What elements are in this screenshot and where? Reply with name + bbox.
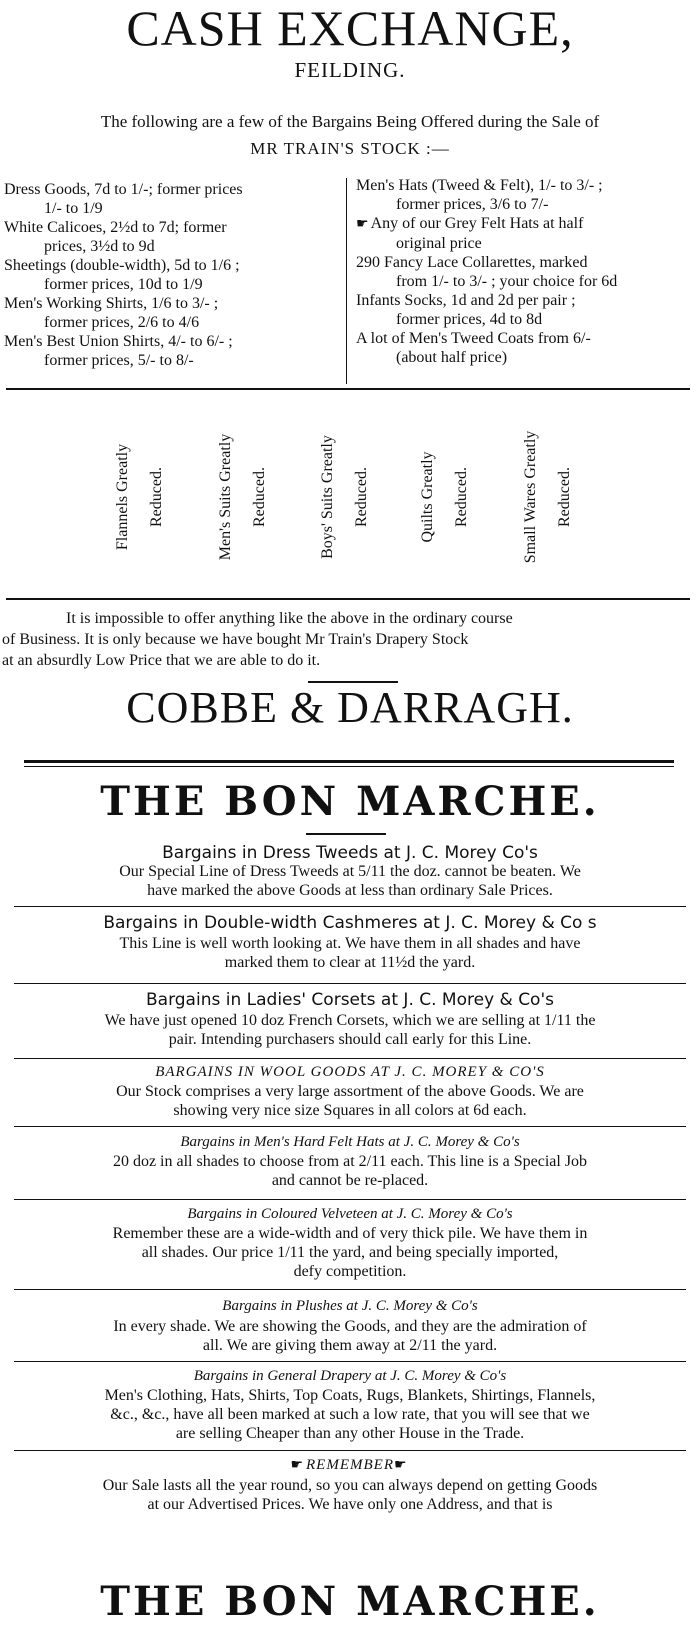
section-body: We have just opened 10 doz French Corsets, which we are selling at 1/11 the pair. Intending purchasers should call early for this Line. [104,1012,596,1048]
section-body: Remember these are a wide-width and of very thick pile. We have them in all shades. Our price 1/11 the yard, and being specially imported, defy competition. [112,1225,588,1280]
right-item: A lot of Men's Tweed Coats from 6/- (about half price) [356,330,591,366]
left-item: White Calicoes, 2½d to 7d; former prices, 3½d to 9d [4,219,227,255]
section-rule [14,906,686,907]
column-divider [346,178,347,384]
section-heading: Bargains in Double-width Cashmeres at J. C. Morey & Co s [103,913,597,933]
section-rule [14,1450,686,1451]
section-body: In every shade. We are showing the Goods, and they are the admiration of all. We are giving them away at 2/11 the yard. [113,1318,587,1354]
section-body: 20 doz in all shades to choose from at 2/11 each. This line is a Special Job and cannot be re-placed. [112,1153,588,1189]
intro-line-1: The following are a few of the Bargains Being Offered during the Sale of [100,112,600,131]
reduced-item: Small Wares Greatly Reduced. [522,430,573,564]
section-rule [14,1058,686,1059]
feilding-subtitle: FEILDING. [294,58,406,82]
section-rule [14,1126,686,1127]
intro-line-2: MR TRAIN'S STOCK :— [250,139,450,158]
left-items-column [4,180,338,370]
right-item: Infants Socks, 1d and 2d per pair ; former prices, 4d to 8d [356,292,576,328]
double-rule-bottom [24,766,674,767]
section-body: Men's Clothing, Hats, Shirts, Top Coats, Rugs, Blankets, Shirtings, Flannels, &c., &c., have all been marked at such a low rate, that you will see that we are selling Cheaper than any other House in the Trade. [104,1387,596,1442]
notice-line-1: It is impossible to offer anything like the above in the ordinary course [66,610,513,627]
pointing-hand-icon: ☛ [290,1457,305,1473]
left-item: Sheetings (double-width), 5d to 1/6 ; former prices, 10d to 1/9 [4,257,240,293]
double-rule-top [24,760,674,763]
remember-heading: ☛ REMEMBER☛ [290,1457,408,1473]
pointing-hand-icon: ☛ [393,1457,408,1473]
section-heading: BARGAINS IN WOOL GOODS AT J. C. MOREY & CO'S [155,1064,545,1080]
bon-marche-footer: THE BON MARCHE. [100,1578,600,1625]
left-item: Men's Working Shirts, 1/6 to 3/- ; former prices, 2/6 to 4/6 [4,295,219,331]
bon-marche-title: THE BON MARCHE. [100,778,600,825]
divider-rule [6,388,690,390]
section-heading: Bargains in General Drapery at J. C. Morey & Co's [193,1368,507,1384]
section-body: Our Special Line of Dress Tweeds at 5/11 the doz. cannot be beaten. We have marked the above Goods at less than ordinary Sale Prices. [119,863,581,899]
pointing-hand-icon: ☛ [356,216,369,232]
section-heading: Bargains in Dress Tweeds at J. C. Morey Co's [162,843,538,863]
section-rule [14,1289,686,1290]
left-item: Dress Goods, 7d to 1/-; former prices 1/- to 1/9 [4,181,243,217]
right-items-column [356,176,696,367]
section-heading: Bargains in Men's Hard Felt Hats at J. C. Morey & Co's [180,1134,520,1150]
section-rule [14,1199,686,1200]
reduced-item: Men's Suits Greatly Reduced. [217,433,268,561]
right-item: ☛ Any of our Grey Felt Hats at half original price [356,215,584,252]
section-body: This Line is well worth looking at. We have them in all shades and have marked them to clear at 11½d the yard. [119,935,581,971]
section-rule [14,983,686,984]
section-body: Our Stock comprises a very large assortment of the above Goods. We are showing very nice size Squares in all colors at 6d each. [116,1083,584,1119]
remember-body: Our Sale lasts all the year round, so you can always depend on getting Goods at our Advertised Prices. We have only one Address, and that is [102,1477,598,1513]
section-heading: Bargains in Plushes at J. C. Morey & Co's [222,1298,478,1314]
cobbe-darragh-heading: COBBE & DARRAGH. [126,683,574,732]
section-heading: Bargains in Ladies' Corsets at J. C. Morey & Co's [146,990,554,1010]
short-rule [306,833,386,835]
section-rule [14,1361,686,1362]
right-item: Men's Hats (Tweed & Felt), 1/- to 3/- ; former prices, 3/6 to 7/- [356,177,603,213]
divider-rule [6,598,690,600]
notice-line-3: at an absurdly Low Price that we are able to do it. [2,652,321,669]
right-item: 290 Fancy Lace Collarettes, marked from 1/- to 3/- ; your choice for 6d [356,254,618,290]
section-heading: Bargains in Coloured Velveteen at J. C. Morey & Co's [187,1206,513,1222]
cash-exchange-title: CASH EXCHANGE, [126,0,574,56]
notice-line-2: of Business. It is only because we have bought Mr Train's Drapery Stock [2,631,469,648]
reduced-item: Boys' Suits Greatly Reduced. [319,435,370,559]
reduced-item: Quilts Greatly Reduced. [419,451,470,543]
left-item: Men's Best Union Shirts, 4/- to 6/- ; former prices, 5/- to 8/- [4,333,233,369]
reduced-item: Flannels Greatly Reduced. [114,443,165,551]
